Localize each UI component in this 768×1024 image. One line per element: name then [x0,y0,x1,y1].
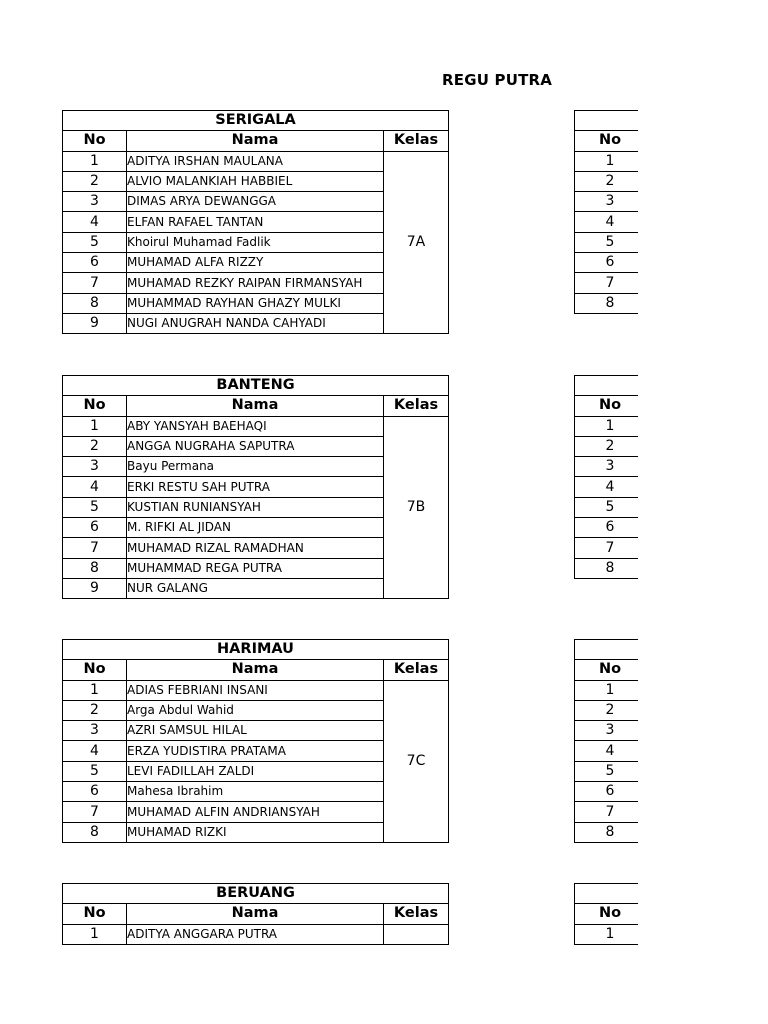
cell-nama[interactable]: MUHAMMAD RAYHAN GHAZY MULKI [127,293,384,313]
group-right-table [574,883,638,945]
cell-no[interactable]: 5 [63,497,127,517]
cell-nama[interactable]: NUGI ANUGRAH NANDA CAHYADI [127,313,384,333]
right-cell-no[interactable]: 5 [575,232,639,252]
right-table-row [575,721,639,741]
right-table-row [575,680,639,700]
right-header-no[interactable]: No [575,131,639,151]
right-title-cell[interactable] [575,884,639,904]
cell-kelas[interactable]: 7A [384,151,449,334]
group-right-table [574,639,638,843]
right-table-row [575,924,639,944]
header-no[interactable]: No [63,131,127,151]
cell-no[interactable]: 4 [63,212,127,232]
right-cell-no[interactable]: 4 [575,477,639,497]
cell-no[interactable]: 3 [63,721,127,741]
cell-nama[interactable]: Khoirul Muhamad Fadlik [127,232,384,252]
group-table [62,883,449,945]
header-nama[interactable]: Nama [127,396,384,416]
right-cell-no[interactable]: 3 [575,721,639,741]
right-table-row [575,822,639,842]
cell-nama[interactable]: AZRI SAMSUL HILAL [127,721,384,741]
right-table-row [575,212,639,232]
cell-nama[interactable]: NUR GALANG [127,578,384,598]
group-right-table [574,110,638,314]
right-table-row [575,761,639,781]
cell-nama[interactable]: MUHAMMAD REGA PUTRA [127,558,384,578]
header-kelas[interactable]: Kelas [384,660,449,680]
table-row [63,151,449,171]
right-cell-no[interactable]: 8 [575,293,639,313]
cell-no[interactable]: 7 [63,802,127,822]
right-cell-no[interactable]: 5 [575,761,639,781]
right-cell-no[interactable]: 1 [575,924,639,944]
cell-no[interactable]: 3 [63,192,127,212]
cell-nama[interactable]: ADIAS FEBRIANI INSANI [127,680,384,700]
cell-nama[interactable]: ALVIO MALANKIAH HABBIEL [127,171,384,191]
group-block-banteng [62,375,448,599]
right-cell-no[interactable]: 7 [575,273,639,293]
table-row [63,416,449,436]
cell-nama[interactable]: MUHAMAD RIZKI [127,822,384,842]
right-table-row [575,171,639,191]
cell-nama[interactable]: KUSTIAN RUNIANSYAH [127,497,384,517]
group-name[interactable]: BANTENG [63,376,449,396]
cell-no[interactable]: 4 [63,741,127,761]
right-cell-no[interactable]: 2 [575,436,639,456]
cell-kelas[interactable]: 7B [384,416,449,599]
right-cell-no[interactable]: 6 [575,253,639,273]
cell-no[interactable]: 8 [63,558,127,578]
cell-no[interactable]: 1 [63,151,127,171]
right-cell-no[interactable]: 5 [575,497,639,517]
header-no[interactable]: No [63,396,127,416]
right-cell-no[interactable]: 8 [575,822,639,842]
right-table-row [575,416,639,436]
group-block-beruang [62,883,448,945]
group-table [62,639,449,843]
cell-no[interactable]: 6 [63,782,127,802]
cell-no[interactable]: 5 [63,232,127,252]
right-header-no[interactable]: No [575,660,639,680]
group-right-block [574,883,638,945]
right-table-row [575,457,639,477]
group-name[interactable]: BERUANG [63,884,449,904]
right-table-row [575,293,639,313]
table-row [63,924,449,944]
right-table-row [575,436,639,456]
cell-no[interactable]: 9 [63,313,127,333]
header-no[interactable]: No [63,660,127,680]
group-table [62,110,449,334]
table-row [63,680,449,700]
right-cell-no[interactable]: 1 [575,680,639,700]
right-table-row [575,273,639,293]
header-nama[interactable]: Nama [127,904,384,924]
right-cell-no[interactable]: 8 [575,558,639,578]
cell-no[interactable]: 2 [63,700,127,720]
right-table-row [575,477,639,497]
cell-no[interactable]: 9 [63,578,127,598]
cell-no[interactable]: 4 [63,477,127,497]
header-kelas[interactable]: Kelas [384,131,449,151]
header-nama[interactable]: Nama [127,660,384,680]
group-name[interactable]: HARIMAU [63,640,449,660]
right-cell-no[interactable]: 7 [575,802,639,822]
cell-nama[interactable]: M. RIFKI AL JIDAN [127,518,384,538]
cell-no[interactable]: 7 [63,538,127,558]
cell-nama[interactable]: Bayu Permana [127,457,384,477]
group-table [62,375,449,599]
right-cell-no[interactable]: 4 [575,212,639,232]
header-nama[interactable]: Nama [127,131,384,151]
right-cell-no[interactable]: 4 [575,741,639,761]
cell-nama[interactable]: LEVI FADILLAH ZALDI [127,761,384,781]
right-cell-no[interactable]: 1 [575,151,639,171]
right-table-row [575,253,639,273]
group-right-block [574,375,638,579]
right-table-row [575,538,639,558]
cell-nama[interactable]: ERZA YUDISTIRA PRATAMA [127,741,384,761]
right-table-row [575,802,639,822]
cell-no[interactable]: 6 [63,518,127,538]
right-header-no[interactable]: No [575,904,639,924]
group-name[interactable]: SERIGALA [63,111,449,131]
right-title-cell[interactable] [575,376,639,396]
cell-nama[interactable]: MUHAMAD ALFA RIZZY [127,253,384,273]
group-block-serigala [62,110,448,334]
right-cell-no[interactable]: 1 [575,416,639,436]
cell-nama[interactable]: MUHAMAD REZKY RAIPAN FIRMANSYAH [127,273,384,293]
cell-nama[interactable]: Mahesa Ibrahim [127,782,384,802]
right-cell-no[interactable]: 6 [575,518,639,538]
right-table-row [575,497,639,517]
cell-nama[interactable]: ERKI RESTU SAH PUTRA [127,477,384,497]
group-right-block [574,110,638,314]
cell-no[interactable]: 1 [63,416,127,436]
cell-no[interactable]: 2 [63,436,127,456]
cell-nama[interactable]: MUHAMAD RIZAL RAMADHAN [127,538,384,558]
cell-no[interactable]: 1 [63,680,127,700]
right-cell-no[interactable]: 2 [575,171,639,191]
cell-nama[interactable]: DIMAS ARYA DEWANGGA [127,192,384,212]
right-table-row [575,782,639,802]
header-kelas[interactable]: Kelas [384,904,449,924]
cell-no[interactable]: 6 [63,253,127,273]
right-title-cell[interactable] [575,640,639,660]
right-table-row [575,232,639,252]
right-table-row [575,518,639,538]
cell-nama[interactable]: ELFAN RAFAEL TANTAN [127,212,384,232]
cell-no[interactable]: 5 [63,761,127,781]
group-right-table [574,375,638,579]
right-cell-no[interactable]: 7 [575,538,639,558]
cell-nama[interactable]: Arga Abdul Wahid [127,700,384,720]
right-table-row [575,558,639,578]
cell-kelas[interactable]: 7C [384,680,449,842]
right-cell-no[interactable]: 2 [575,700,639,720]
cell-nama[interactable]: ADITYA ANGGARA PUTRA [127,924,384,944]
header-kelas[interactable]: Kelas [384,396,449,416]
right-cell-no[interactable]: 3 [575,457,639,477]
cell-nama[interactable]: ADITYA IRSHAN MAULANA [127,151,384,171]
group-block-harimau [62,639,448,843]
cell-no[interactable]: 8 [63,293,127,313]
cell-no[interactable]: 7 [63,273,127,293]
right-cell-no[interactable]: 6 [575,782,639,802]
cell-no[interactable]: 2 [63,171,127,191]
page-bottom-cutoff [0,945,768,1024]
cell-kelas[interactable] [384,924,449,944]
cell-nama[interactable]: MUHAMAD ALFIN ANDRIANSYAH [127,802,384,822]
cell-nama[interactable]: ANGGA NUGRAHA SAPUTRA [127,436,384,456]
right-table-row [575,151,639,171]
right-table-row [575,700,639,720]
header-no[interactable]: No [63,904,127,924]
right-table-row [575,741,639,761]
group-right-block [574,639,638,843]
cell-nama[interactable]: ABY YANSYAH BAEHAQI [127,416,384,436]
cell-no[interactable]: 3 [63,457,127,477]
right-header-no[interactable]: No [575,396,639,416]
right-title-cell[interactable] [575,111,639,131]
cell-no[interactable]: 1 [63,924,127,944]
page-title: REGU PUTRA [442,71,553,89]
right-cell-no[interactable]: 3 [575,192,639,212]
right-table-row [575,192,639,212]
cell-no[interactable]: 8 [63,822,127,842]
